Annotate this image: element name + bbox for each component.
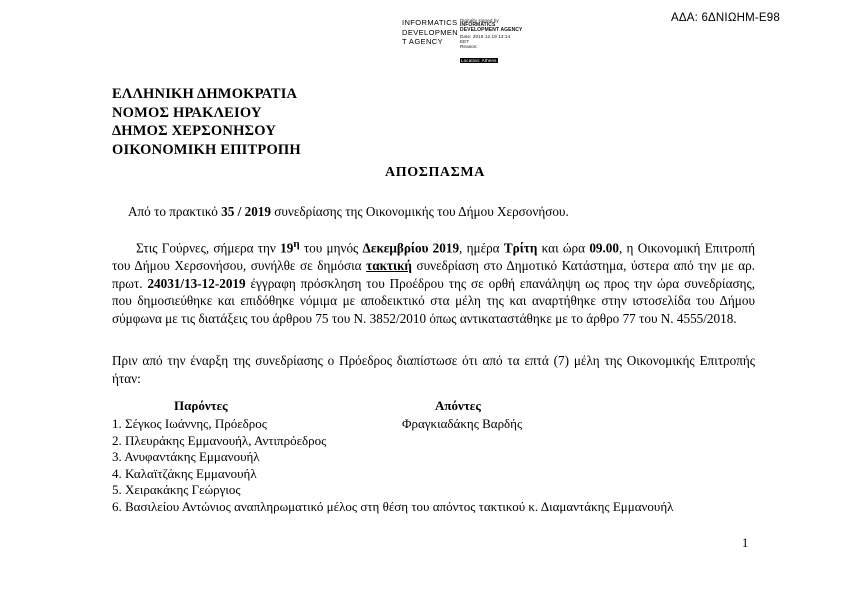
session-text-1: Στις Γούρνες, σήμερα την bbox=[136, 240, 281, 256]
session-text-5: , η Οικονομική Επιτροπή του Δήμου Χερσονήσου, συνήλθε σε δημόσια bbox=[112, 240, 755, 273]
session-month-year: Δεκεμβρίου 2019 bbox=[362, 240, 460, 256]
present-member: 5. Χειρακάκης Γεώργιος bbox=[112, 482, 241, 497]
stamp-detail-line: Digitally signed by bbox=[460, 18, 499, 23]
ada-code-label: ΑΔΑ: 6ΔΝΙΩΗΜ-Ε98 bbox=[671, 12, 780, 24]
stamp-signature-details bbox=[460, 18, 522, 67]
stamp-agency-line: DEVELOPMEN bbox=[402, 27, 459, 37]
session-text-3: , ημέρα bbox=[459, 240, 504, 256]
session-weekday: Τρίτη bbox=[503, 240, 538, 256]
minutes-prefix: Από το πρακτικό bbox=[128, 204, 218, 219]
digital-signature-stamp bbox=[402, 18, 524, 64]
paragraph-minutes-reference bbox=[128, 203, 728, 221]
present-header: Παρόντες bbox=[174, 398, 228, 413]
list-item bbox=[112, 416, 762, 433]
attendance-lists bbox=[112, 398, 762, 515]
attendance-rows bbox=[112, 416, 762, 515]
stamp-detail-line: INFORMATICS bbox=[460, 22, 496, 29]
page-number: 1 bbox=[742, 536, 749, 550]
present-member: 1. Σέγκος Ιωάννης, Πρόεδρος bbox=[112, 416, 267, 431]
authority-line-prefecture: ΝΟΜΟΣ ΗΡΑΚΛΕΙΟΥ bbox=[112, 104, 262, 121]
present-member: 6. Βασιλείου Αντώνιος αναπληρωματικό μέλος στη θέση του απόντος τακτικού κ. Διαμαντάκης Εμμανουήλ bbox=[112, 498, 674, 514]
page-title: ΑΠΟΣΠΑΣΜΑ bbox=[385, 165, 485, 180]
authority-line-committee: ΟΙΚΟΝΟΜΙΚΗ ΕΠΙΤΡΟΠΗ bbox=[112, 141, 301, 158]
session-text-2: του μηνός bbox=[299, 240, 363, 256]
absent-member: Φραγκιαδάκης Βαρδής bbox=[402, 416, 523, 431]
stamp-agency-line: T AGENCY bbox=[402, 37, 443, 46]
session-protocol-number: 24031/13-12-2019 bbox=[147, 275, 246, 291]
list-item bbox=[112, 482, 762, 499]
session-text-4: και ώρα bbox=[537, 240, 590, 256]
stamp-detail-line: DEVELOPMENT AGENCY bbox=[460, 27, 522, 34]
session-text-7: έγγραφη πρόσκληση του Προέδρου της σε ορθή επανάληψη ως προς την ώρα συνεδρίασης, που δημοσιεύθηκε και επιδόθηκε νόμιμα με αποδεικτικό στα μέλη της και αναρτήθηκε στην ιστοσελίδα του Δήμου σύμφωνα με τις διατάξεις του άρθρου 75 του Ν. 3852/2010 όπως αντικαταστάθηκε με το άρθρο 77 του Ν. 4555/2018. bbox=[112, 275, 755, 326]
list-item bbox=[112, 499, 762, 516]
stamp-agency-name bbox=[402, 18, 458, 47]
authority-header bbox=[112, 85, 301, 159]
attendance-headers bbox=[112, 398, 762, 416]
session-type: τακτική bbox=[366, 257, 412, 273]
present-member: 2. Πλευράκης Εμμανουήλ, Αντιπρόεδρος bbox=[112, 432, 327, 448]
stamp-detail-line: EET bbox=[460, 38, 470, 44]
paragraph-quorum: Πριν από την έναρξη της συνεδρίασης ο Πρόεδρος διαπίστωσε ότι από τα επτά (7) μέλη της Οικονομικής Επιτροπής ήταν: bbox=[112, 353, 755, 386]
stamp-detail-line: Date: 2019.12.19 13:14 bbox=[460, 33, 511, 39]
authority-line-country: ΕΛΛΗΝΙΚΗ ΔΗΜΟΚΡΑΤΙΑ bbox=[112, 86, 298, 102]
list-item bbox=[112, 466, 762, 483]
session-day-suffix: η bbox=[293, 238, 300, 250]
present-member: 3. Ανυφαντάκης Εμμανουήλ bbox=[112, 449, 260, 464]
authority-line-municipality: ΔΗΜΟΣ ΧΕΡΣΟΝΗΣΟΥ bbox=[112, 123, 277, 139]
present-member: 4. Καλαϊτζάκης Εμμανουήλ bbox=[112, 465, 257, 481]
minutes-suffix: συνεδρίασης της Οικονομικής του Δήμου Χερσονήσου. bbox=[274, 204, 569, 219]
stamp-detail-line: Reason: bbox=[460, 44, 478, 50]
paragraph-session-details bbox=[112, 236, 755, 327]
absent-header: Απόντες bbox=[435, 398, 481, 413]
list-item bbox=[112, 433, 762, 450]
session-day-number: 19 bbox=[280, 240, 294, 256]
stamp-agency-line: INFORMATICS bbox=[402, 18, 458, 27]
session-time: 09.00 bbox=[589, 240, 619, 256]
session-text-6: συνεδρίαση στο Δημοτικό Κατάστημα, ύστερα από την με αρ. πρωτ. bbox=[112, 257, 755, 291]
minutes-number: 35 / 2019 bbox=[221, 204, 271, 219]
stamp-detail-line: Location: Athens bbox=[461, 58, 497, 64]
list-item bbox=[112, 449, 762, 466]
